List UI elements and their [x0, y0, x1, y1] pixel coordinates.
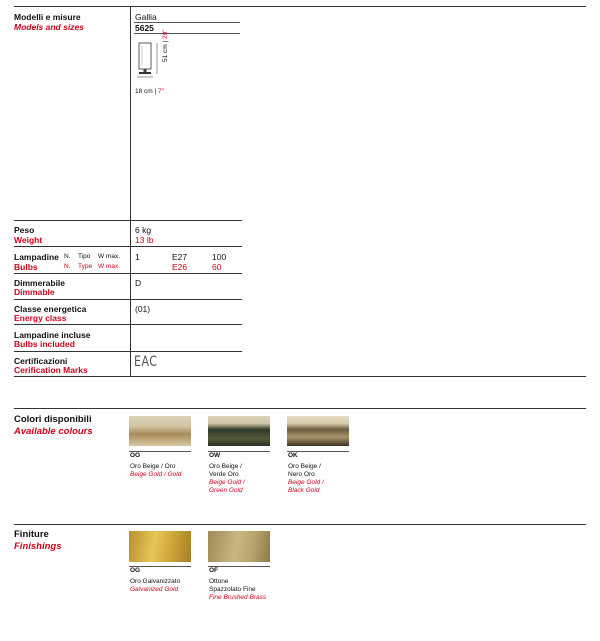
finish-name-en-og: Galvanized Gold [130, 586, 179, 593]
weight-value: 6 kg [135, 225, 152, 235]
bulbs-col-type-it: Tipo [78, 253, 91, 260]
colour-swatch-ok[interactable] [287, 416, 349, 446]
finish-name-en-of: Fine Brushed Brass [209, 594, 267, 601]
included-label-en: Bulbs included [14, 339, 75, 349]
weight-rule [14, 220, 242, 221]
lamp-stem [144, 69, 147, 72]
model-code-rule [134, 33, 240, 34]
colours-rule [14, 408, 586, 409]
bulbs-col-type-en: Type [78, 263, 93, 270]
bulbs-w-en: 60 [212, 262, 222, 272]
colour-code-ow: OW [209, 452, 221, 459]
energy-label-it: Classe energetica [14, 304, 87, 314]
colour-name-en-ow-1: Beige Gold / [209, 479, 245, 486]
lamp-drawing [134, 38, 184, 88]
finish-code-og: OG [130, 567, 141, 574]
bulbs-w-it: 100 [212, 252, 227, 262]
model-code: 5625 [135, 23, 154, 33]
weight-value-en: 13 lb [135, 235, 154, 245]
colour-name-en-oo: Beige Gold / Gold [130, 471, 182, 478]
colour-name-oo: Oro Beige / Oro [130, 463, 176, 470]
energy-rule [14, 299, 242, 300]
width-in: 7" [158, 88, 164, 95]
colour-name-ok-1: Oro Beige / [288, 463, 321, 470]
height-in: 20" [162, 29, 169, 39]
weight-label-it: Peso [14, 225, 35, 235]
colour-name-en-ow-2: Green Gold [209, 487, 243, 494]
finish-swatch-og[interactable] [129, 531, 191, 562]
colours-label-it: Colori disponibili [14, 414, 92, 425]
column-divider [130, 6, 131, 376]
colour-swatch-oo[interactable] [129, 416, 191, 446]
finishings-rule [14, 524, 586, 525]
certs-rule [14, 351, 242, 352]
colour-name-ow-2: Verde Oro [209, 471, 239, 478]
bulbs-col-w-en: W max. [98, 263, 121, 270]
colour-name-en-ok-2: Black Gold [288, 487, 320, 494]
bulbs-col-n-en: N. [64, 263, 71, 270]
lamp-shade [139, 43, 151, 69]
colour-swatch-ow[interactable] [208, 416, 270, 446]
bulbs-col-n-it: N. [64, 253, 71, 260]
colour-name-ow-1: Oro Beige / [209, 463, 242, 470]
bulbs-label-it: Lampadine [14, 252, 59, 262]
certs-label-it: Certificazioni [14, 356, 68, 366]
bulbs-type-it: E27 [172, 252, 188, 262]
height-cm: 51 cm [162, 44, 169, 62]
colour-code-oo: OO [130, 452, 141, 459]
bottom-rule [14, 376, 586, 377]
finishings-label-en: Finishings [14, 541, 62, 552]
finish-name-of-1: Ottone [209, 578, 229, 585]
width-cm: 18 cm [135, 88, 153, 95]
energy-value: (01) [135, 304, 151, 314]
eac-mark-icon: EAC [134, 353, 158, 370]
weight-label-en: Weight [14, 235, 43, 245]
bulbs-col-w-it: W max. [98, 253, 121, 260]
finishings-label-it: Finiture [14, 529, 49, 540]
colours-label-en: Available colours [14, 426, 93, 437]
colour-name-en-ok-1: Beige Gold / [288, 479, 324, 486]
bulbs-type-en: E26 [172, 262, 188, 272]
dimmable-rule [14, 273, 242, 274]
finish-name-og: Oro Galvanizzato [130, 578, 181, 585]
colour-name-ok-2: Nero Oro [288, 471, 315, 478]
included-rule [14, 324, 242, 325]
dimmable-label-it: Dimmerabile [14, 278, 66, 288]
certs-label-en: Cerification Marks [14, 365, 88, 375]
included-label-it: Lampadine incluse [14, 330, 91, 340]
finish-swatch-of[interactable] [208, 531, 270, 562]
dimmable-label-en: Dimmable [14, 287, 55, 297]
finish-code-of: OF [209, 567, 219, 574]
bulbs-rule [14, 246, 242, 247]
height-dimension-label: 51 cm | 20" [162, 29, 169, 62]
finish-name-of-2: Spazzolato Fine [209, 586, 256, 593]
models-label-it: Modelli e misure [14, 12, 81, 22]
bulbs-count: 1 [135, 252, 140, 262]
lamp-base [139, 72, 151, 74]
energy-label-en: Energy class [14, 313, 67, 323]
model-name: Gallia [135, 12, 157, 22]
bulbs-label-en: Bulbs [14, 262, 38, 272]
top-rule [14, 6, 586, 7]
models-label-en: Models and sizes [14, 22, 84, 32]
colour-code-ok: OK [288, 452, 298, 459]
dimmable-value: D [135, 278, 142, 288]
width-dimension-label: 18 cm | 7" [135, 88, 164, 95]
